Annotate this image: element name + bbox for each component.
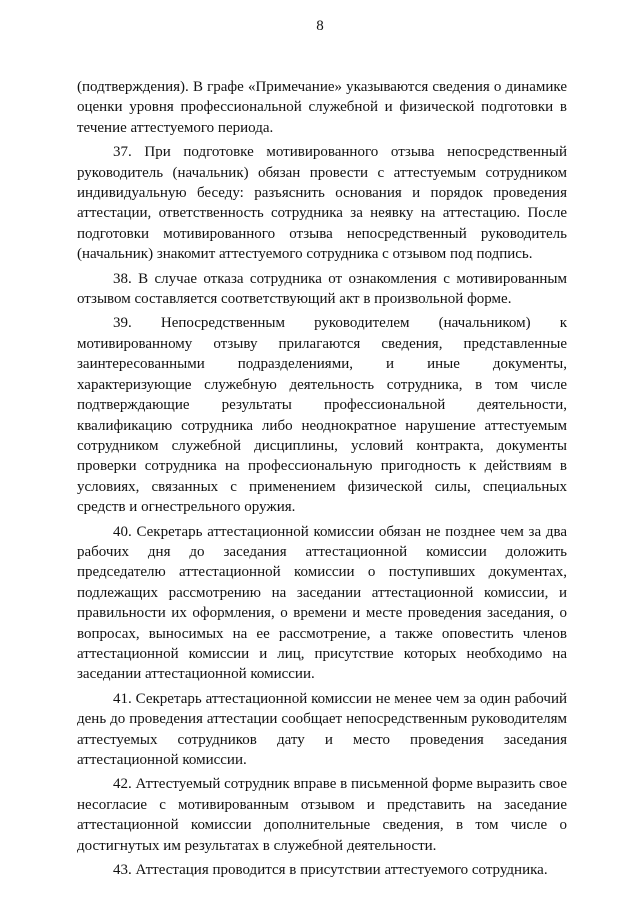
- paragraph-41: 41. Секретарь аттестационной комиссии не менее чем за один рабочий день до проведения аттестации сообщает непосредственным руководителям аттестуемых сотрудников дату и место проведения заседания аттестационной комиссии.: [77, 690, 567, 768]
- paragraph-43: 43. Аттестация проводится в присутствии аттестуемого сотрудника.: [113, 862, 548, 879]
- paragraph-39: 39. Непосредственным руководителем (начальником) к мотивированному отзыву прилагаются сведения, представленные заинтересованными подразделениями, и иные документы, характеризующие служебную деятельность сотрудника, в том числе подтверждающие результаты профессиональной деятельности, квалификацию сотрудника либо неоднократное нарушение аттестуемым сотрудником служебной дисциплины, условий контракта, документы проверки сотрудника на профессиональную пригодность к действиям в условиях, связанных с применением физической силы, специальных средств и огнестрельного оружия.: [77, 315, 567, 516]
- paragraph-continuation: (подтверждения). В графе «Примечание» указываются сведения о динамике оценки уровня профессиональной служебной и физической подготовки в течение аттестуемого периода.: [77, 79, 567, 136]
- paragraph-42: 42. Аттестуемый сотрудник вправе в письменной форме выразить свое несогласие с мотивированным отзывом и представить на заседание аттестационной комиссии дополнительные сведения, в том числе о достигнутых им результатах в служебной деятельности.: [77, 776, 567, 854]
- page-number: 8: [316, 18, 324, 34]
- paragraph-37: 37. При подготовке мотивированного отзыва непосредственный руководитель (начальник) обязан провести с аттестуемым сотрудником индивидуальную беседу: разъяснить основания и порядок проведения аттестации, ответственность сотрудника за неявку на аттестацию. После подготовки мотивированного отзыва непосредственный руководитель (начальник) знакомит аттестуемого сотрудника с отзывом под подпись.: [77, 144, 567, 263]
- paragraph-40: 40. Секретарь аттестационной комиссии обязан не позднее чем за два рабочих дня до заседания аттестационной комиссии доложить председателю аттестационной комиссии о поступивших документах, подлежащих рассмотрению на заседании аттестационной комиссии, и правильности их оформления, о времени и месте проведения заседания, о вопросах, выносимых на ее рассмотрение, а также оповестить членов аттестационной комиссии и лиц, присутствие которых необходимо на заседании аттестационной комиссии.: [77, 523, 567, 683]
- paragraph-38: 38. В случае отказа сотрудника от ознакомления с мотивированным отзывом составляется соответствующий акт в произвольной форме.: [77, 270, 567, 308]
- document-body: [77, 77, 567, 884]
